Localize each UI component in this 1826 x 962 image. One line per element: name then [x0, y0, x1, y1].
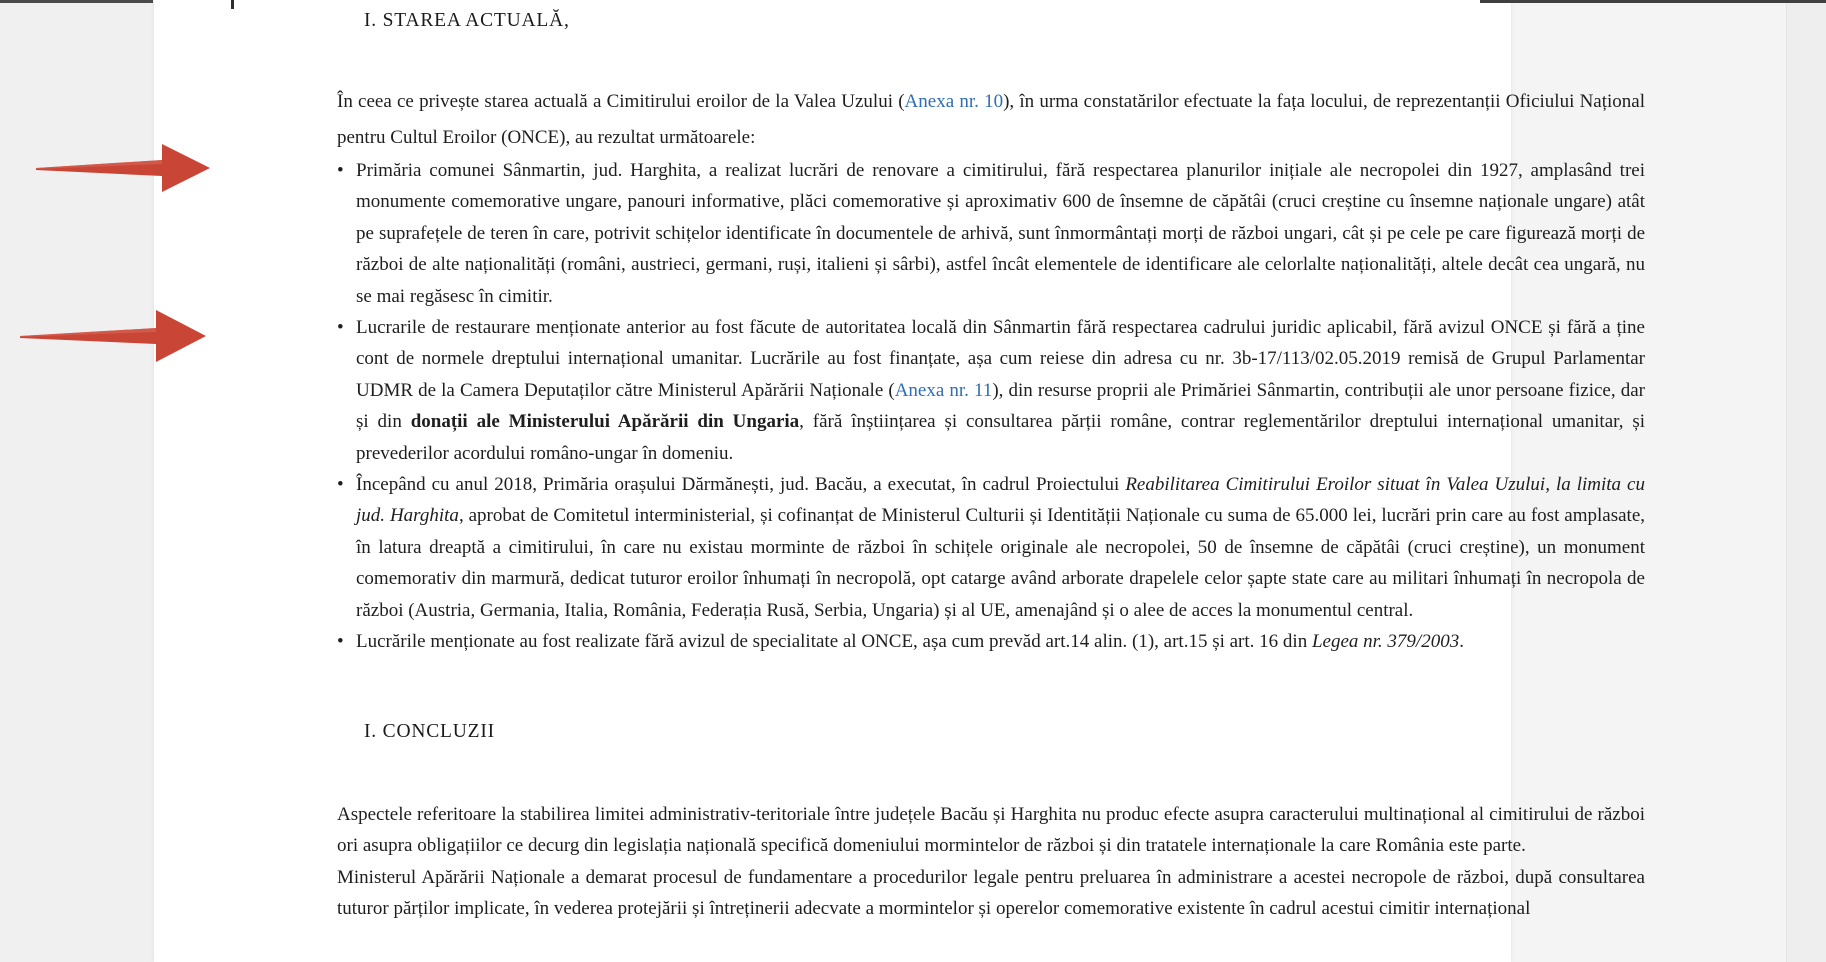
bullet3-seg0: Începând cu anul 2018, Primăria orașului Dărmănești, jud. Bacău, a executat, în cadrul Proiectului: [356, 474, 1126, 496]
section-heading-starea-actuala: I. STAREA ACTUALĂ,: [364, 10, 570, 31]
bullet3-text: [356, 469, 1645, 626]
bullet3-seg1: , aprobat de Comitetul interministerial, și cofinanțat de Ministerul Culturii și Identității Naționale cu suma de 65.000 lei, lucrări prin care au fost amplasate, în latura dreaptă a cimitirului, în care nu existau morminte de război în schițele originale ale necropolei, 50 de însemne de căpătâi (cruci creștine), un monument comemorativ din marmură, dedicat tuturor eroilor înhumați în necropolă, opt catarge având arborate drapelele celor șapte state care au militari înhumați în necropola de război (Austria, Germania, Italia, România, Federația Rusă, Serbia, Ungaria) și al UE, amenajând și o alee de acces la monumentul central.: [356, 505, 1645, 621]
bullet-icon: •: [337, 631, 344, 653]
annex-10-link[interactable]: Anexa nr. 10: [904, 91, 1004, 112]
list-item: [337, 626, 1645, 657]
list-item: [337, 312, 1645, 469]
bullet4-seg1: .: [1459, 631, 1464, 653]
scrollbar-track[interactable]: [1786, 0, 1826, 962]
bullet4-text: [356, 626, 1645, 657]
bullet2-seg2: , fără înștiințarea și consultarea părții române, contrar reglementărilor dreptului internațional umanitar, și prevederilor acordului româno-ungar în domeniu.: [356, 411, 1645, 464]
bullet2-seg1: ), din resurse proprii ale Primăriei Sânmartin, contribuții ale unor persoane fizice, dar și din: [356, 379, 1645, 433]
bullet1-text: Primăria comunei Sânmartin, jud. Harghita, a realizat lucrări de renovare a cimitirului, fără respectarea planurilor inițiale ale necropolei din 1927, amplasând trei monumente comemorative ungare, panouri informative, plăci comemorative și aproximativ 600 de însemne de căpătâi (cruci creștine cu însemne naționale ungare) atât pe suprafețele de teren în care, potrivit schițelor identificate în documentele de arhivă, sunt înmormântați morți de război ungari, cât și pe cele pe care figurează morți de război de alte naționalități (români, austrieci, germani, ruși, italieni și sârbi), astfel încât elementele de identificare ale celorlalte naționalități, altele decât cea ungară, nu se mai regăsesc în cimitir.: [356, 160, 1645, 307]
list-item: [337, 155, 1645, 312]
bullet-icon: •: [337, 474, 344, 496]
bullet2-text: [356, 312, 1645, 469]
top-border-line-left: [0, 0, 153, 3]
document-page: [154, 0, 1645, 962]
bullet4-seg0: Lucrările menționate au fost realizate fără avizul de specialitate al ONCE, așa cum prevăd art.14 alin. (1), art.15 și art. 16 din: [356, 631, 1312, 653]
bullet-icon: •: [337, 317, 344, 339]
intro-text-post: ), în urma constatărilor efectuate la fața locului, de reprezentanții Oficiului Național pentru Cultul Eroilor (ONCE), au rezultat următoarele:: [337, 91, 1645, 148]
text-cursor-remnant: [231, 0, 234, 9]
intro-paragraph: [337, 84, 1645, 156]
intro-text-pre: În ceea ce privește starea actuală a Cimitirului eroilor de la Valea Uzului (: [337, 91, 905, 112]
list-item: [337, 469, 1645, 626]
findings-bullet-list: [337, 155, 1645, 658]
conclusions-block: [337, 799, 1645, 925]
bullet3-project-title: Reabilitarea Cimitirului Eroilor situat în Valea Uzului, la limita cu jud. Harghita: [356, 474, 1645, 527]
bullet2-seg0: Lucrarile de restaurare menționate anterior au fost făcute de autoritatea locală din Sânmartin fără respectarea cadrului juridic aplicabil, fără avizul ONCE și fără a ține cont de normele dreptului internațional umanitar. Lucrările au fost finanțate, așa cum reiese din adresa cu nr. 3b-17/113/02.05.2019 remisă de Grupul Parlamentar UDMR de la Camera Deputaților către Ministerul Apărării Naționale (: [356, 317, 1645, 401]
annex-11-link[interactable]: Anexa nr. 11: [894, 379, 993, 401]
section-heading-concluzii: I. CONCLUZII: [364, 721, 495, 742]
bullet2-bold-donations: donații ale Ministerului Apărării din Ungaria: [410, 411, 800, 433]
top-border-line-right: [1480, 0, 1826, 3]
conclusion-paragraph-1: Aspectele referitoare la stabilirea limitei administrativ-teritoriale între județele Bacău și Harghita nu produc efecte asupra caracterului multinațional al cimitirului de război ori asupra obligațiilor ce decurg din legislația națională specifică domeniului mormintelor de război și din tratatele internaționale la care România este parte.: [337, 804, 1645, 857]
bullet4-law-reference: Legea nr. 379/2003: [1311, 631, 1460, 653]
conclusion-paragraph-2: Ministerul Apărării Naționale a demarat procesul de fundamentare a procedurilor legale pentru preluarea în administrare a acestei necropole de război, după consultarea tuturor părților implicate, în vederea protejării și întreținerii adecvate a mormintelor și operelor comemorative existente în cadrul acestui cimitir internațional: [337, 866, 1645, 920]
page-content: [337, 0, 1645, 962]
bullet-icon: •: [337, 160, 344, 181]
